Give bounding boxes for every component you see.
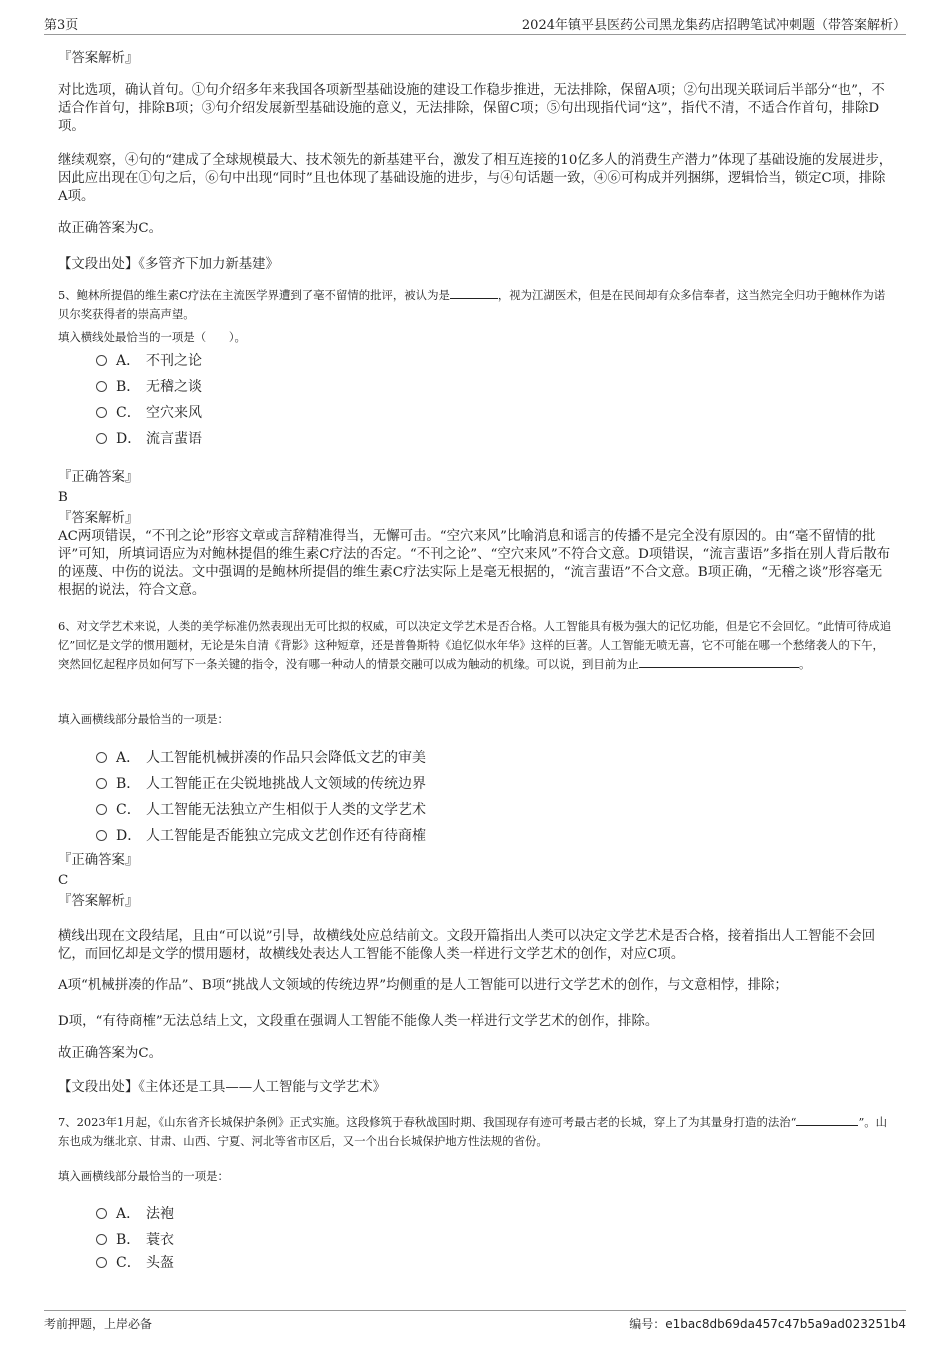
q5-option-d[interactable]: D． 流言蜚语	[96, 428, 202, 448]
q4-analysis-p1: 对比选项，确认首句。①句介绍多年来我国各项新型基础设施的建设工作稳步推进，无法排除，保留A项；②句出现关联词后半部分“也”，不适合作首句，排除B项；③句介绍发展新型基础设施的意义，无法排除，保留C项；⑤句出现指代词“这”，指代不清，不适合作首句，排除D项。	[58, 83, 885, 134]
q6-analysis-p1: 横线出现在文段结尾，且由“可以说”引导，故横线处应总结前文。文段开篇指出人类可以决定文学艺术是否合格，接着指出人工智能不会回忆，而回忆却是文学的惯用题材，故横线处表达人工智能不能像人类一样进行文学艺术的创作，对应C项。	[58, 929, 876, 962]
document-id-value: e1bac8db69da457c47b5a9ad023251b4	[665, 1317, 906, 1331]
q6-stem-text-a: 6、对文学艺术来说，人类的美学标准仍然表现出无可比拟的权威，可以决定文学艺术是否合格。人工智能具有极为强大的记忆功能，但是它不会回忆。“此情可待成追忆”回忆是文学的惯用题材，无论是朱自清《背影》这种短章，还是普鲁斯特《追忆似水年华》这样的巨著。人工智能无喷无喜，它不可能在哪一个愁绪袭人的下午，突然回忆起程序员如何写下一条关键的指令，没有哪一种动人的情景交融可以成为触动的机缘。可以说，到目前为止	[58, 619, 892, 671]
radio-icon[interactable]	[96, 804, 107, 815]
q7-option-a[interactable]: A． 法袍	[96, 1203, 174, 1223]
q6-stem-text-b: 。	[798, 657, 811, 671]
q6-analysis-p3: D项，“有待商榷”无法总结上文，文段重在强调人工智能不能像人类一样进行文学艺术的创作，排除。	[58, 1014, 659, 1029]
q5-option-b[interactable]: B． 无稽之谈	[96, 376, 202, 396]
q5-analysis: AC两项错误，“不刊之论”形容文章或言辞精准得当，无懈可击。“空穴来风”比喻消息和谣言的传播不是完全没有原因的。由“毫不留情的批评”可知，所填词语应为对鲍林提倡的维生素C疗法的否定。“不刊之论”、“空穴来风”不符合文意。D项错误，“流言蜚语”多指在别人背后散布的诬蔑、中伤的说法。文中强调的是鲍林所提倡的维生素C疗法实际上是毫无根据的，“流言蜚语”不合文意。B项正确，“无稽之谈”形容毫无根据的说法，符合文意。	[58, 529, 891, 598]
q4-answer-line: 故正确答案为C。	[58, 221, 162, 236]
document-id	[629, 1315, 906, 1332]
radio-icon[interactable]	[96, 1234, 107, 1245]
radio-icon[interactable]	[96, 355, 107, 366]
radio-icon[interactable]	[96, 407, 107, 418]
q4-analysis-label: 『答案解析』	[58, 51, 139, 66]
q6-option-a[interactable]: A． 人工智能机械拼凑的作品只会降低文艺的审美	[96, 747, 426, 767]
radio-icon[interactable]	[96, 830, 107, 841]
q5-answer: B	[58, 490, 68, 505]
page-footer	[44, 1310, 906, 1337]
page-number: 第3页	[44, 18, 79, 33]
q5-option-a[interactable]: A． 不刊之论	[96, 350, 202, 370]
q5-stem-text-b: ，视为江湖医术，但是在民间却有众多信奉者，这当然完全归功于鲍林作为诺贝尔奖获得者的崇高声望。	[58, 288, 886, 321]
q6-stem	[58, 617, 893, 674]
q6-blank	[639, 667, 799, 668]
q4-source: 【文段出处】《多管齐下加力新基建》	[58, 257, 279, 272]
q7-stem-text-b: ”。山东也成为继北京、甘肃、山西、宁夏、河北等省市区后，又一个出台长城保护地方性法规的省份。	[58, 1115, 888, 1148]
q5-prompt: 填入横线处最恰当的一项是（ ）。	[58, 330, 246, 344]
radio-icon[interactable]	[96, 1208, 107, 1219]
radio-icon[interactable]	[96, 381, 107, 392]
q7-stem	[58, 1113, 893, 1151]
q6-analysis-p2: A项“机械拼凑的作品”、B项“挑战人文领域的传统边界”均侧重的是人工智能可以进行文学艺术的创作，与文意相悖，排除；	[58, 978, 788, 993]
q6-answer-label: 『正确答案』	[58, 853, 139, 868]
q6-option-c[interactable]: C． 人工智能无法独立产生相似于人类的文学艺术	[96, 799, 426, 819]
q5-analysis-label: 『答案解析』	[58, 511, 139, 526]
q7-stem-text-a: 7、2023年1月起，《山东省齐长城保护条例》正式实施。这段修筑于春秋战国时期、我国现存有迹可考最古老的长城，穿上了为其量身打造的法治“	[58, 1115, 797, 1129]
page-header	[44, 14, 906, 35]
q5-stem	[58, 286, 893, 324]
q6-answer: C	[58, 873, 69, 888]
radio-icon[interactable]	[96, 1257, 107, 1268]
document-title: 2024年镇平县医药公司黑龙集药店招聘笔试冲刺题（带答案解析）	[521, 18, 906, 33]
q5-stem-text-a: 5、鲍林所提倡的维生素C疗法在主流医学界遭到了毫不留情的批评，被认为是	[58, 288, 450, 302]
footer-slogan: 考前押题，上岸必备	[44, 1317, 153, 1331]
q7-option-c[interactable]: C． 头盔	[96, 1252, 174, 1272]
q6-option-d[interactable]: D． 人工智能是否能独立完成文艺创作还有待商榷	[96, 825, 426, 845]
document-id-label: 编号：	[629, 1317, 666, 1331]
radio-icon[interactable]	[96, 778, 107, 789]
q6-source: 【文段出处】《主体还是工具——人工智能与文学艺术》	[58, 1080, 387, 1095]
q7-blank	[796, 1125, 858, 1126]
q6-answer-line: 故正确答案为C。	[58, 1046, 162, 1061]
q5-blank	[450, 298, 498, 299]
q6-option-b[interactable]: B． 人工智能正在尖锐地挑战人文领域的传统边界	[96, 773, 426, 793]
q5-answer-label: 『正确答案』	[58, 470, 139, 485]
q7-option-b[interactable]: B． 蓑衣	[96, 1229, 174, 1249]
q6-prompt: 填入画横线部分最恰当的一项是：	[58, 712, 229, 726]
q5-option-c[interactable]: C． 空穴来风	[96, 402, 202, 422]
radio-icon[interactable]	[96, 433, 107, 444]
q4-analysis-p2: 继续观察，④句的“建成了全球规模最大、技术领先的新基建平台，激发了相互连接的10亿多人的消费生产潜力”体现了基础设施的发展进步，因此应出现在①句之后，⑥句中出现“同时”且也体现了基础设施的进步，与④句话题一致，④⑥可构成并列捆绑，逻辑恰当，锁定C项，排除A项。	[58, 153, 893, 204]
q6-analysis-label: 『答案解析』	[58, 894, 139, 909]
radio-icon[interactable]	[96, 752, 107, 763]
q7-prompt: 填入画横线部分最恰当的一项是：	[58, 1169, 229, 1183]
